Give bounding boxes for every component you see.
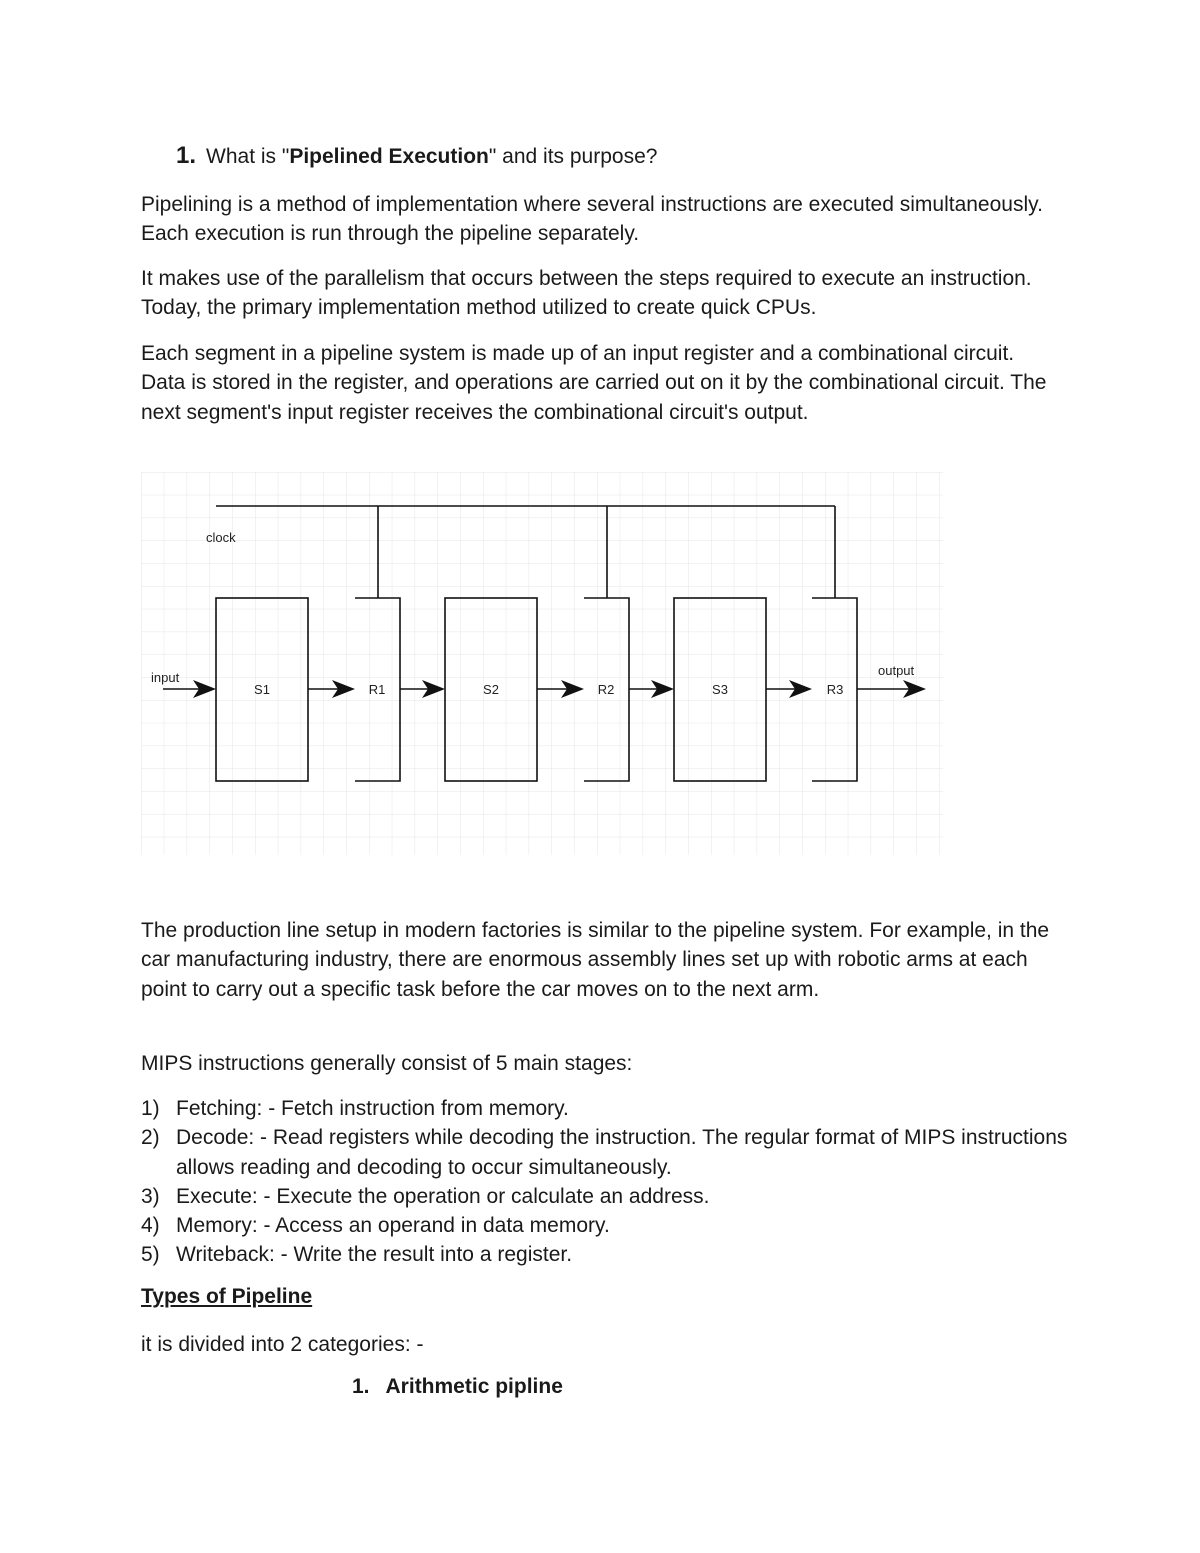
question-text-before: What is " (206, 145, 290, 168)
paragraph-parallelism: It makes use of the parallelism that occurs between the steps required to execute an instruction. Today, the primary implementation method utilized to create quick CPUs. (141, 267, 1032, 320)
input-label: input (151, 670, 180, 685)
list-item-text: Decode: - Read registers while decoding the instruction. The regular format of MIPS instructions allows reading and decoding to occur simultaneously. (176, 1126, 1068, 1179)
subheading-number: 1. (352, 1375, 370, 1398)
list-item (141, 1182, 1071, 1211)
register-label-r3: R3 (826, 682, 844, 697)
register-label-r1: R1 (368, 682, 386, 697)
list-item-number: 1) (141, 1097, 160, 1120)
list-item (141, 1094, 1071, 1123)
question-number: 1. (176, 142, 197, 169)
paragraph-production-line: The production line setup in modern factories is similar to the pipeline system. For example, in the car manufacturing industry, there are enormous assembly lines set up with robotic arms at each point to carry out a specific task before the car moves on to the next arm. (141, 919, 1050, 1001)
stage-label-s2: S2 (483, 682, 499, 697)
list-item-text: Writeback: - Write the result into a register. (176, 1243, 573, 1267)
question-heading (176, 142, 657, 170)
question-bold-term: Pipelined Execution (289, 145, 489, 168)
register-label-r2: R2 (597, 682, 615, 697)
paragraph-segment: Each segment in a pipeline system is made up of an input register and a combinational circuit. Data is stored in the register, and operations are carried out on it by the combinational circuit. The next segment's input register receives the combinational circuit's output. (141, 342, 1047, 424)
pipeline-diagram (141, 472, 943, 855)
paragraph-pipelining-definition: Pipelining is a method of implementation where several instructions are executed simultaneously. Each execution is run through the pipeline separately. (141, 193, 1043, 246)
list-item-text: Memory: - Access an operand in data memory. (176, 1214, 610, 1238)
types-heading: Types of Pipeline (141, 1285, 313, 1308)
question-text-after: " and its purpose? (488, 145, 658, 168)
list-item-text: Execute: - Execute the operation or calculate an address. (176, 1184, 710, 1208)
subheading-arithmetic (352, 1375, 563, 1399)
paragraph-mips-intro: MIPS instructions generally consist of 5 main stages: (141, 1052, 633, 1075)
mips-stages-list (141, 1094, 1071, 1270)
list-item (141, 1240, 1071, 1269)
list-item-number: 5) (141, 1243, 160, 1267)
stage-label-s3: S3 (712, 682, 728, 697)
output-label: output (878, 663, 915, 678)
stage-label-s1: S1 (254, 682, 270, 697)
subheading-text: Arithmetic pipline (385, 1375, 563, 1398)
list-item (141, 1211, 1071, 1240)
list-item-number: 2) (141, 1126, 160, 1150)
list-item-number: 4) (141, 1214, 160, 1238)
types-intro: it is divided into 2 categories: - (141, 1333, 424, 1356)
list-item (141, 1123, 1071, 1182)
clock-label: clock (206, 530, 236, 545)
list-item-text: Fetching: - Fetch instruction from memory. (176, 1097, 569, 1120)
diagram-grid (141, 472, 943, 855)
list-item-number: 3) (141, 1184, 160, 1208)
